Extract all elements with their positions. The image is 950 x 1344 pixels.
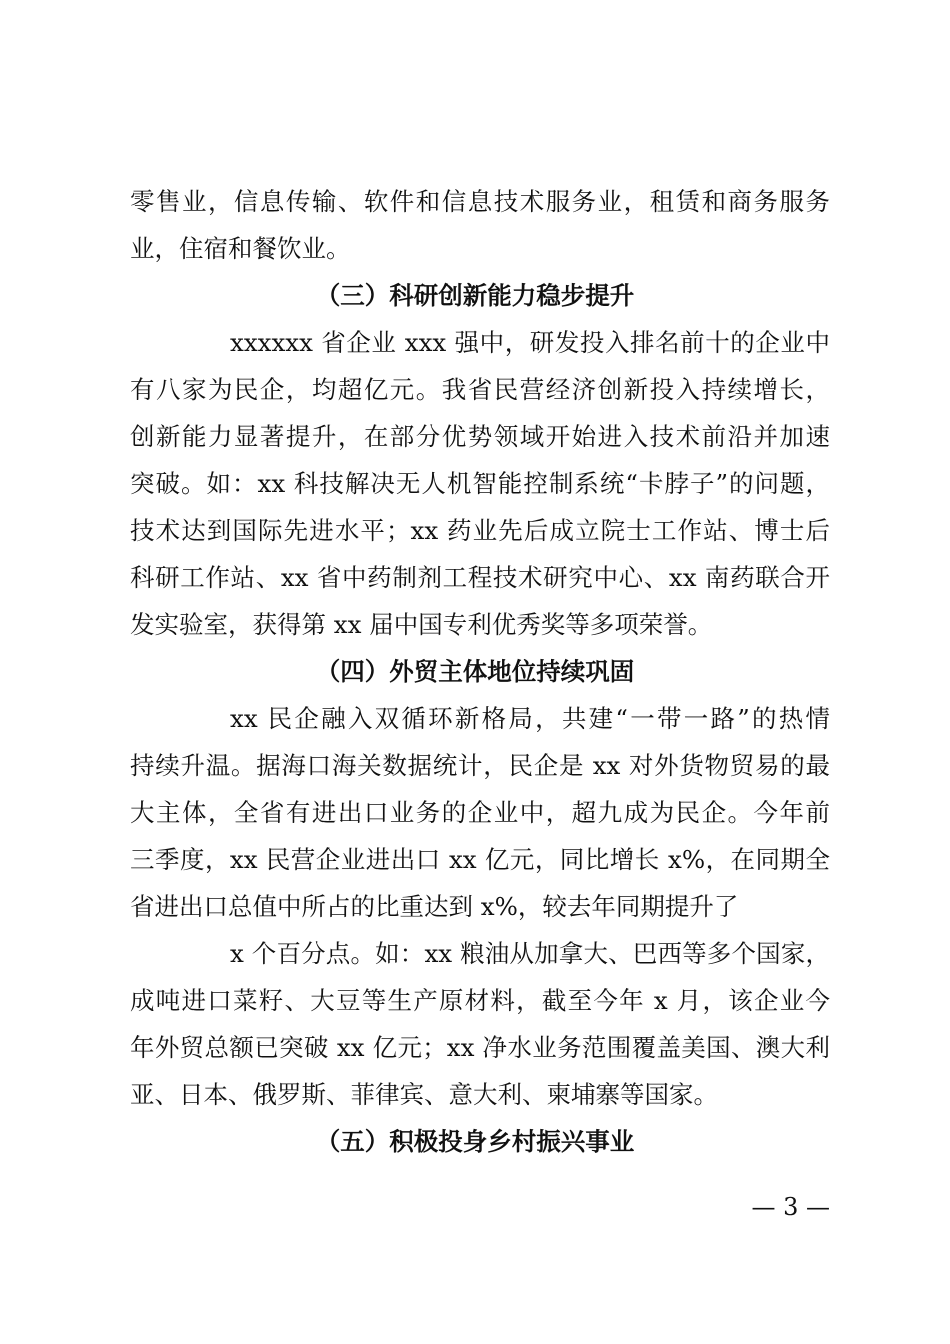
- page-number: — 3 —: [751, 1193, 830, 1221]
- paragraph-line: xx 民企融入双循环新格局，共建“一带一路”的热情: [230, 704, 830, 733]
- paragraph-line: 零售业，信息传输、软件和信息技术服务业，租赁和商务服务: [130, 187, 830, 216]
- paragraph-line: 持续升温。据海口海关数据统计，民企是 xx 对外货物贸易的最: [130, 751, 830, 780]
- paragraph-line: 创新能力显著提升，在部分优势领域开始进入技术前沿并加速: [130, 422, 830, 451]
- paragraph-line: 突破。如：xx 科技解决无人机智能控制系统“卡脖子”的问题，: [130, 469, 830, 498]
- paragraph-line: 业，住宿和餐饮业。: [130, 234, 351, 263]
- paragraph-line: 三季度，xx 民营企业进出口 xx 亿元，同比增长 x%，在同期全: [130, 845, 830, 874]
- paragraph-line: 成吨进口菜籽、大豆等生产原材料，截至今年 x 月，该企业今: [130, 986, 830, 1015]
- paragraph-line: xxxxxx 省企业 xxx 强中，研发投入排名前十的企业中: [230, 328, 830, 357]
- paragraph-line: 年外贸总额已突破 xx 亿元；xx 净水业务范围覆盖美国、澳大利: [130, 1033, 830, 1062]
- section-heading-3: （三）科研创新能力稳步提升: [315, 281, 635, 310]
- paragraph-line: 有八家为民企，均超亿元。我省民营经济创新投入持续增长，: [130, 375, 830, 404]
- section-heading-5: （五）积极投身乡村振兴事业: [315, 1127, 635, 1156]
- section-heading-4: （四）外贸主体地位持续巩固: [315, 657, 635, 686]
- paragraph-line: 科研工作站、xx 省中药制剂工程技术研究中心、xx 南药联合开: [130, 563, 830, 592]
- paragraph-line: 省进出口总值中所占的比重达到 x%，较去年同期提升了: [130, 892, 739, 921]
- paragraph-line: 大主体，全省有进出口业务的企业中，超九成为民企。今年前: [130, 798, 830, 827]
- paragraph-line: 发实验室，获得第 xx 届中国专利优秀奖等多项荣誉。: [130, 610, 713, 639]
- paragraph-line: 技术达到国际先进水平；xx 药业先后成立院士工作站、博士后: [130, 516, 830, 545]
- paragraph-line: 亚、日本、俄罗斯、菲律宾、意大利、柬埔寨等国家。: [130, 1080, 718, 1109]
- paragraph-line: x 个百分点。如：xx 粮油从加拿大、巴西等多个国家，: [230, 939, 830, 968]
